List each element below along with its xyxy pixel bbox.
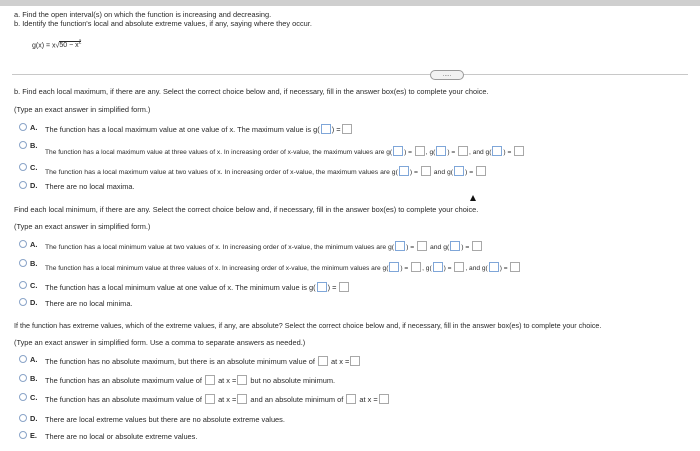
q3-radio-b[interactable]: [19, 374, 27, 382]
q3-option-e: There are no local or absolute extreme values.: [45, 432, 198, 441]
q1-letter-d: D.: [30, 181, 38, 190]
sqrt-sign: √: [55, 42, 60, 50]
q3-option-c: The function has an absolute maximum value of at x = and an absolute minimum of at x =: [45, 394, 390, 404]
q2-prompt: Find each local minimum, if there are any. Select the correct choice below and, if necessary, fill in the answer box(es) to complete your choice.: [14, 205, 479, 214]
q1-option-c: The function has a local maximum value at two values of x. In increasing order of x-value, the maximum values are g( ) = and g( ) =: [45, 166, 487, 176]
q2-note: (Type an exact answer in simplified form.): [14, 222, 151, 231]
q1-radio-b[interactable]: [19, 141, 27, 149]
q3-letter-a: A.: [30, 355, 38, 364]
q2b-v3-input[interactable]: [510, 262, 520, 272]
q1-radio-a[interactable]: [19, 123, 27, 131]
function-exponent: 2: [78, 40, 82, 46]
q2-letter-b: B.: [30, 259, 38, 268]
question-part-a: a. Find the open interval(s) on which the function is increasing and decreasing.: [14, 10, 272, 19]
q1-prompt: b. Find each local maximum, if there are any. Select the correct choice below and, if necessary, fill in the answer box(es) to complete your choice.: [14, 87, 489, 96]
q2b-x2-input[interactable]: [433, 262, 443, 272]
q2-letter-d: D.: [30, 298, 38, 307]
q3-radio-a[interactable]: [19, 355, 27, 363]
q3c-min-input[interactable]: [346, 394, 356, 404]
q2-radio-c[interactable]: [19, 281, 27, 289]
q3-letter-b: B.: [30, 374, 38, 383]
q2a-x2-input[interactable]: [450, 241, 460, 251]
q2b-x3-input[interactable]: [489, 262, 499, 272]
q2-option-c: The function has a local minimum value at one value of x. The minimum value is g( ) =: [45, 282, 350, 292]
q1b-v1-input[interactable]: [415, 146, 425, 156]
q3-radio-d[interactable]: [19, 414, 27, 422]
q1b-v2-input[interactable]: [458, 146, 468, 156]
q1c-x2-input[interactable]: [454, 166, 464, 176]
q2b-v2-input[interactable]: [454, 262, 464, 272]
mouse-cursor-icon: [470, 195, 476, 201]
q1-letter-a: A.: [30, 123, 38, 132]
q1b-x1-input[interactable]: [393, 146, 403, 156]
q2b-x1-input[interactable]: [389, 262, 399, 272]
q2-option-b: The function has a local minimum value at three values of x. In increasing order of x-value, the minimum values are g( ) = , g( ) = , and g( ) =: [45, 262, 521, 272]
q1c-v1-input[interactable]: [421, 166, 431, 176]
q3-letter-e: E.: [30, 431, 37, 440]
q2-radio-a[interactable]: [19, 240, 27, 248]
expand-button[interactable]: .....: [430, 70, 464, 80]
q3b-x-input[interactable]: [237, 375, 247, 385]
question-part-b: b. Identify the function's local and absolute extreme values, if any, saying where they occur.: [14, 19, 312, 28]
q2-letter-a: A.: [30, 240, 38, 249]
q3a-x-input[interactable]: [350, 356, 360, 366]
q1b-v3-input[interactable]: [514, 146, 524, 156]
q1-radio-d[interactable]: [19, 181, 27, 189]
q1-option-d: There are no local maxima.: [45, 182, 135, 191]
q1-radio-c[interactable]: [19, 163, 27, 171]
section-divider: [12, 74, 688, 75]
q2-letter-c: C.: [30, 281, 38, 290]
q2a-v1-input[interactable]: [417, 241, 427, 251]
q1a-value-input[interactable]: [342, 124, 352, 134]
q3b-value-input[interactable]: [205, 375, 215, 385]
q3-radio-c[interactable]: [19, 393, 27, 401]
q3-note: (Type an exact answer in simplified form. Use a comma to separate answers as needed.): [14, 338, 306, 347]
q1-letter-b: B.: [30, 141, 38, 150]
q3-prompt: If the function has extreme values, which of the extreme values, if any, are absolute? Select the correct choice below and, if necessary, fill in the answer box(es) to complete your choice.: [14, 321, 602, 330]
q3-option-b: The function has an absolute maximum value of at x = but no absolute minimum.: [45, 376, 336, 385]
q2-radio-b[interactable]: [19, 259, 27, 267]
q3-option-a: The function has no absolute maximum, but there is an absolute minimum value of at x =: [45, 356, 361, 366]
q3a-value-input[interactable]: [318, 356, 328, 366]
q3c-max-x-input[interactable]: [237, 394, 247, 404]
q1c-x1-input[interactable]: [399, 166, 409, 176]
q1-note: (Type an exact answer in simplified form.): [14, 105, 151, 114]
q2-option-a: The function has a local minimum value at two values of x. In increasing order of x-value, the minimum values are g( ) = and g( ) =: [45, 241, 483, 251]
q3c-min-x-input[interactable]: [379, 394, 389, 404]
q2-radio-d[interactable]: [19, 298, 27, 306]
q1-option-a: The function has a local maximum value at one value of x. The maximum value is g( ) =: [45, 124, 353, 134]
q1a-x-input[interactable]: [321, 124, 331, 134]
q2c-x-input[interactable]: [317, 282, 327, 292]
q1b-x3-input[interactable]: [492, 146, 502, 156]
q1b-x2-input[interactable]: [436, 146, 446, 156]
q2a-v2-input[interactable]: [472, 241, 482, 251]
function-radicand: $50 - x^2$: [59, 40, 82, 50]
q2c-value-input[interactable]: [339, 282, 349, 292]
q3-letter-c: C.: [30, 393, 38, 402]
top-bar: [0, 0, 700, 6]
q3-letter-d: D.: [30, 414, 38, 423]
q1-option-b: The function has a local maximum value at three values of x. In increasing order of x-value, the maximum values are g( ) = , g( ) = , and g( ) =: [45, 146, 525, 156]
function-expression: [32, 40, 81, 49]
q3c-max-input[interactable]: [205, 394, 215, 404]
q3-option-d: There are local extreme values but there are no absolute extreme values.: [45, 415, 285, 424]
q3-radio-e[interactable]: [19, 431, 27, 439]
q2a-x1-input[interactable]: [395, 241, 405, 251]
q1c-v2-input[interactable]: [476, 166, 486, 176]
function-lhs: g(x) = x: [32, 42, 56, 50]
q2b-v1-input[interactable]: [411, 262, 421, 272]
q2-option-d: There are no local minima.: [45, 299, 133, 308]
q1-letter-c: C.: [30, 163, 38, 172]
